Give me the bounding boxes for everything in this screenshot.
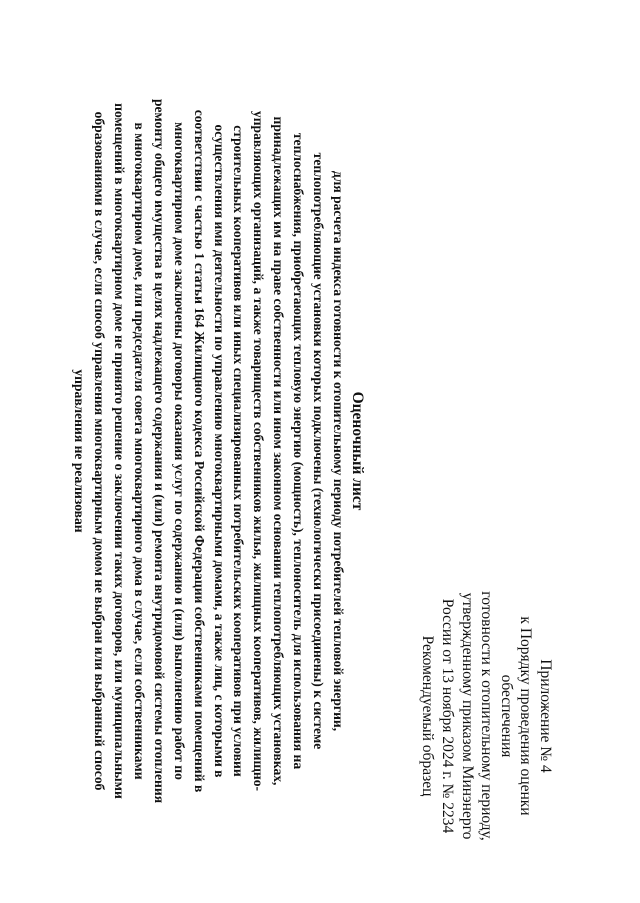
body-line: принадлежащих им на праве собственности или ином законном основании теплопотребляющих установках,: [271, 116, 287, 786]
body-line: многоквартирном доме заключены договоры оказания услуг по содержанию и (или) выполнению работ по: [171, 122, 187, 780]
rotated-content: [72, 21, 555, 881]
body-line: помещений в многоквартирном доме не принято решение о заключении таких договоров, или муниципальными: [112, 103, 128, 799]
document-title: Оценочный лист: [349, 391, 366, 511]
body-line: соответствии с частью 1 статьи 164 Жилищного кодекса Российской Федерации собственниками помещений в: [191, 109, 207, 793]
body-line: управляющих организаций, а также товариществ собственников жилья, жилищных кооперативов, жилищно-: [251, 110, 267, 792]
body-line: для расчета индекса готовности к отопительному периоду потребителей тепловой энергии,: [331, 170, 346, 732]
appendix-header: [438, 551, 555, 881]
body-line: строительных кооперативов или иных специализированных потребительских кооперативов при условии: [231, 125, 247, 777]
body-line: образованиями в случае, если способ управления многоквартирным домом не выбран или выбранный способ: [92, 111, 108, 791]
body-line: в многоквартирном доме, или председателя совета многоквартирного дома в случае, если собственниками: [131, 122, 147, 780]
document-body: [69, 21, 348, 881]
body-line: ремонту общего имущества в целях надлежащего содержания и (или) ремонта внутридомовой системы отопления: [151, 98, 167, 804]
appendix-line: Приложение № 4: [537, 659, 554, 773]
sample-label: Рекомендуемый образец: [419, 635, 436, 797]
body-line: теплопотребляющие установки которых подключены (технологически присоединены) к системе: [311, 152, 327, 750]
appendix-line: России от 13 ноября 2024 г. № 2234: [439, 598, 457, 834]
appendix-line: обеспечения: [498, 674, 515, 758]
appendix-line: к Порядку проведения оценки: [517, 616, 535, 816]
appendix-line: утвержденному приказом Минэнерго: [459, 592, 476, 840]
body-line: управления не реализован: [72, 369, 88, 533]
appendix-line: готовности к отопительному периоду,: [478, 591, 496, 841]
body-line: теплоснабжения, приобретающих тепловую энергию (мощность), теплоноситель для использования на: [291, 132, 307, 770]
body-line: осуществления ими деятельности по управлению многоквартирными домами, а также лиц, с которыми в: [211, 124, 227, 778]
content-frame: [72, 21, 555, 881]
